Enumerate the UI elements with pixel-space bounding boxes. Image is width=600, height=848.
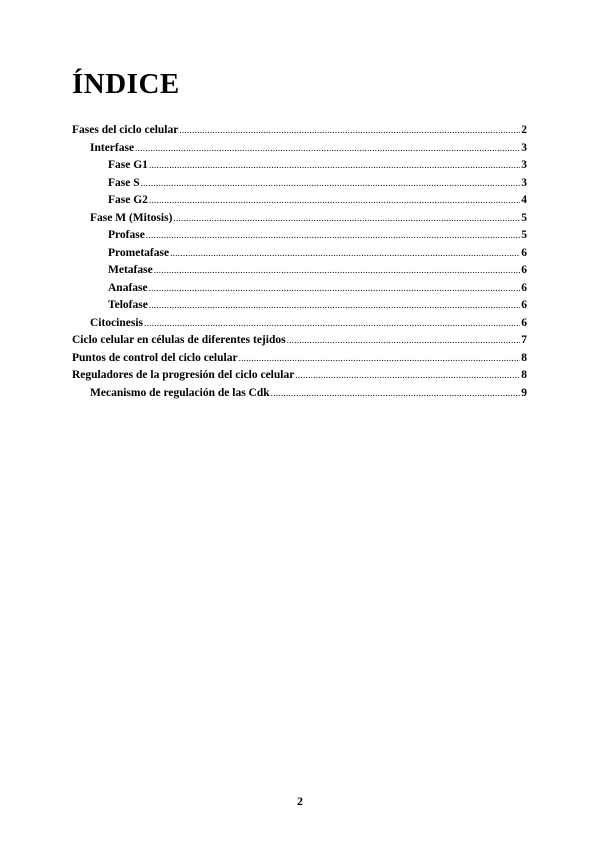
toc-dot-leader bbox=[146, 229, 520, 241]
toc-entry[interactable] bbox=[72, 159, 527, 177]
toc-entry-page: 6 bbox=[521, 299, 527, 311]
toc-entry-label: Profase bbox=[108, 229, 145, 241]
toc-entry-page: 6 bbox=[521, 246, 527, 259]
toc-entry-page: 3 bbox=[521, 176, 527, 189]
toc-entry-label: Mecanismo de regulación de las Cdk bbox=[90, 386, 270, 399]
toc-dot-leader bbox=[135, 142, 520, 154]
toc-entry-label: Reguladores de la progresión del ciclo celular bbox=[72, 369, 295, 381]
toc-entry-label: Fase G2 bbox=[108, 194, 148, 206]
toc-dot-leader bbox=[239, 352, 521, 364]
table-of-contents bbox=[72, 124, 527, 404]
toc-entry[interactable] bbox=[72, 142, 527, 160]
toc-entry-page: 3 bbox=[521, 141, 527, 154]
toc-entry[interactable] bbox=[72, 334, 527, 352]
toc-dot-leader bbox=[144, 317, 520, 329]
toc-dot-leader bbox=[149, 194, 520, 206]
toc-dot-leader bbox=[149, 159, 520, 171]
toc-entry-page: 6 bbox=[521, 316, 527, 329]
toc-entry[interactable] bbox=[72, 194, 527, 212]
toc-entry-label: Fase M (Mitosis) bbox=[90, 211, 173, 224]
toc-entry[interactable] bbox=[72, 177, 527, 195]
toc-dot-leader bbox=[287, 334, 521, 346]
toc-entry-page: 6 bbox=[521, 281, 527, 294]
toc-entry-page: 6 bbox=[521, 264, 527, 276]
toc-dot-leader bbox=[149, 299, 520, 311]
toc-entry-page: 8 bbox=[521, 369, 527, 381]
toc-entry[interactable] bbox=[72, 212, 527, 230]
toc-entry[interactable] bbox=[72, 387, 527, 405]
toc-dot-leader bbox=[179, 124, 520, 136]
toc-entry-label: Interfase bbox=[90, 141, 135, 154]
toc-dot-leader bbox=[154, 264, 521, 276]
toc-entry-label: Prometafase bbox=[108, 246, 170, 259]
page-title: ÍNDICE bbox=[72, 68, 180, 100]
toc-entry-page: 5 bbox=[521, 229, 527, 241]
toc-entry-label: Citocinesis bbox=[90, 316, 144, 329]
toc-entry-page: 8 bbox=[521, 351, 527, 364]
toc-entry-page: 9 bbox=[521, 386, 527, 399]
toc-entry-page: 7 bbox=[521, 334, 527, 346]
toc-entry[interactable] bbox=[72, 369, 527, 387]
toc-entry-label: Metafase bbox=[108, 264, 153, 276]
toc-dot-leader bbox=[295, 369, 520, 381]
toc-entry[interactable] bbox=[72, 317, 527, 335]
toc-entry[interactable] bbox=[72, 264, 527, 282]
toc-entry[interactable] bbox=[72, 299, 527, 317]
toc-dot-leader bbox=[173, 212, 520, 224]
toc-dot-leader bbox=[141, 177, 521, 189]
toc-entry-label: Telofase bbox=[108, 299, 148, 311]
page-number: 2 bbox=[297, 794, 303, 808]
toc-entry-label: Fase G1 bbox=[108, 159, 148, 171]
toc-entry[interactable] bbox=[72, 229, 527, 247]
toc-entry-page: 3 bbox=[521, 159, 527, 171]
toc-dot-leader bbox=[149, 282, 521, 294]
toc-entry[interactable] bbox=[72, 124, 527, 142]
toc-entry[interactable] bbox=[72, 247, 527, 265]
toc-entry-label: Fase S bbox=[108, 176, 140, 189]
toc-entry-label: Ciclo celular en células de diferentes tejidos bbox=[72, 334, 286, 346]
toc-dot-leader bbox=[170, 247, 520, 259]
toc-entry-page: 4 bbox=[521, 194, 527, 206]
toc-entry-page: 5 bbox=[521, 211, 527, 224]
toc-dot-leader bbox=[271, 387, 521, 399]
toc-entry-label: Fases del ciclo celular bbox=[72, 124, 179, 136]
toc-entry[interactable] bbox=[72, 282, 527, 300]
toc-entry-label: Anafase bbox=[108, 281, 148, 294]
toc-entry-page: 2 bbox=[521, 124, 527, 136]
toc-entry-label: Puntos de control del ciclo celular bbox=[72, 351, 238, 364]
toc-entry[interactable] bbox=[72, 352, 527, 370]
